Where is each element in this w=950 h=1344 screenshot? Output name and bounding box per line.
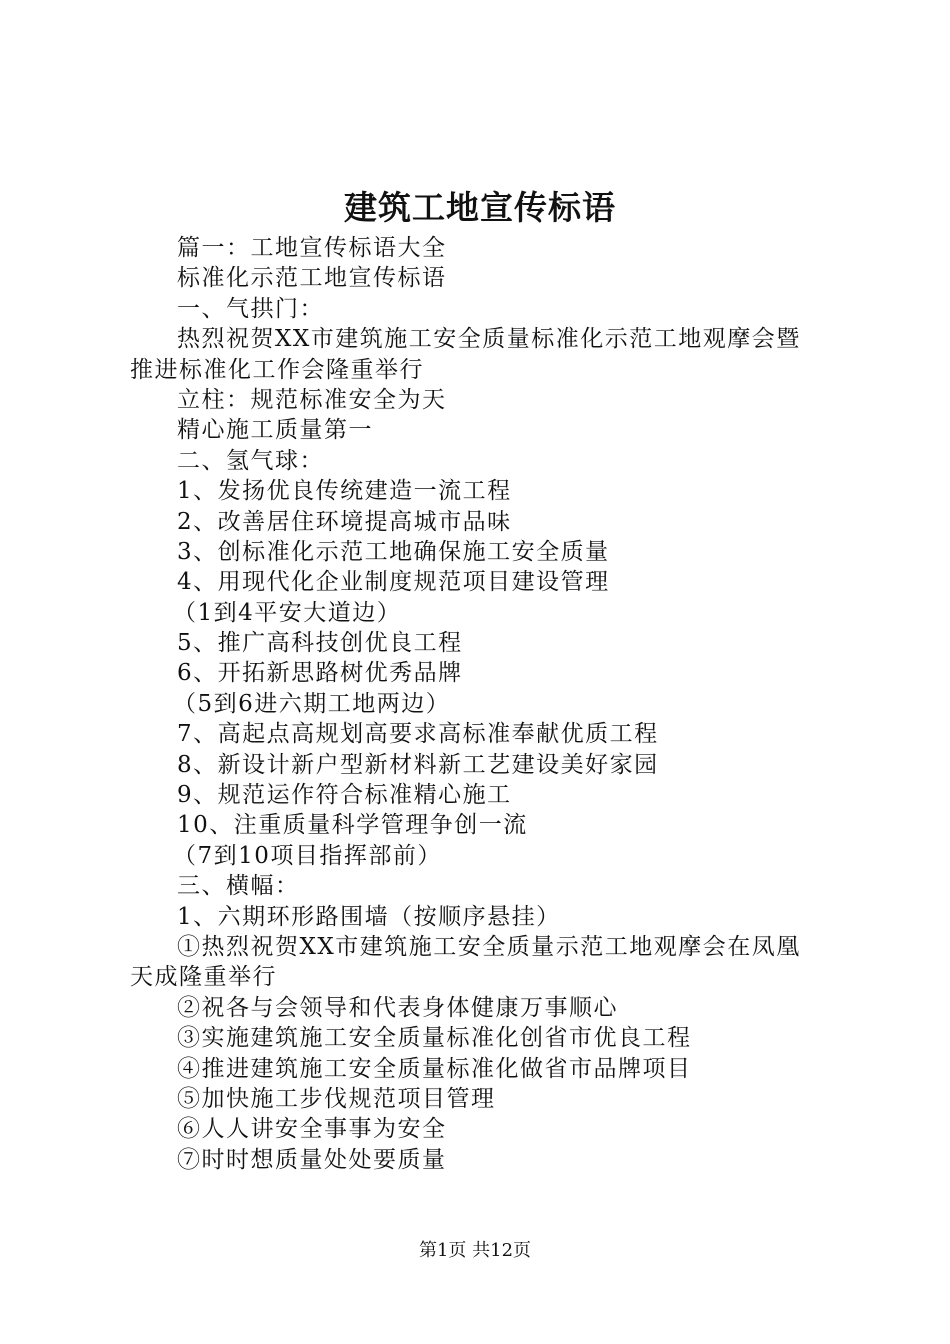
paragraph-line: 二、氢气球： <box>177 447 324 474</box>
paragraph-line: ⑦时时想质量处处要质量 <box>177 1146 447 1173</box>
paragraph-line: 三、横幅： <box>177 873 300 900</box>
paragraph-line: ⑥人人讲安全事事为安全 <box>177 1116 447 1143</box>
paragraph-line: （5到6进六期工地两边） <box>173 690 451 717</box>
paragraph-line: 4、用现代化企业制度规范项目建设管理 <box>177 569 610 596</box>
paragraph-line: 10、注重质量科学管理争创一流 <box>177 812 528 839</box>
paragraph-line: 立柱：规范标准安全为天 <box>177 386 447 413</box>
document-title: 建筑工地宣传标语 <box>344 188 616 227</box>
paragraph-line: 热烈祝贺XX市建筑施工安全质量标准化示范工地观摩会暨 <box>177 326 801 353</box>
paragraph-line: 1、六期环形路围墙（按顺序悬挂） <box>177 903 561 930</box>
paragraph-line: 标准化示范工地宣传标语 <box>177 265 447 292</box>
paragraph-line: 2、改善居住环境提高城市品味 <box>177 508 512 535</box>
paragraph-line: 8、新设计新户型新材料新工艺建设美好家园 <box>177 751 659 778</box>
paragraph-line: 6、开拓新思路树优秀品牌 <box>177 660 463 687</box>
paragraph-line: 篇一：工地宣传标语大全 <box>177 235 447 261</box>
paragraph-line: 精心施工质量第一 <box>177 417 373 444</box>
paragraph-line: 7、高起点高规划高要求高标准奉献优质工程 <box>177 721 659 748</box>
paragraph-line: ④推进建筑施工安全质量标准化做省市品牌项目 <box>177 1055 692 1082</box>
paragraph-line: 推进标准化工作会隆重举行 <box>130 356 424 383</box>
paragraph-line: （7到10项目指挥部前） <box>173 842 442 869</box>
paragraph-line: 1、发扬优良传统建造一流工程 <box>177 478 512 505</box>
paragraph-line: 9、规范运作符合标准精心施工 <box>177 782 512 809</box>
paragraph-line: 5、推广高科技创优良工程 <box>177 630 463 657</box>
paragraph-line: （1到4平安大道边） <box>173 599 402 626</box>
page-footer: 第1页 共12页 <box>418 1240 532 1261</box>
paragraph-line: ②祝各与会领导和代表身体健康万事顺心 <box>177 994 618 1021</box>
paragraph-line: ①热烈祝贺XX市建筑施工安全质量示范工地观摩会在凤凰 <box>177 933 801 960</box>
document-body <box>130 233 840 1175</box>
paragraph-line: ③实施建筑施工安全质量标准化创省市优良工程 <box>177 1025 692 1052</box>
paragraph-line: 3、创标准化示范工地确保施工安全质量 <box>177 538 610 565</box>
paragraph-line: 天成隆重举行 <box>130 964 277 991</box>
paragraph-line: 一、气拱门： <box>177 295 324 322</box>
paragraph-line: ⑤加快施工步伐规范项目管理 <box>177 1085 496 1112</box>
